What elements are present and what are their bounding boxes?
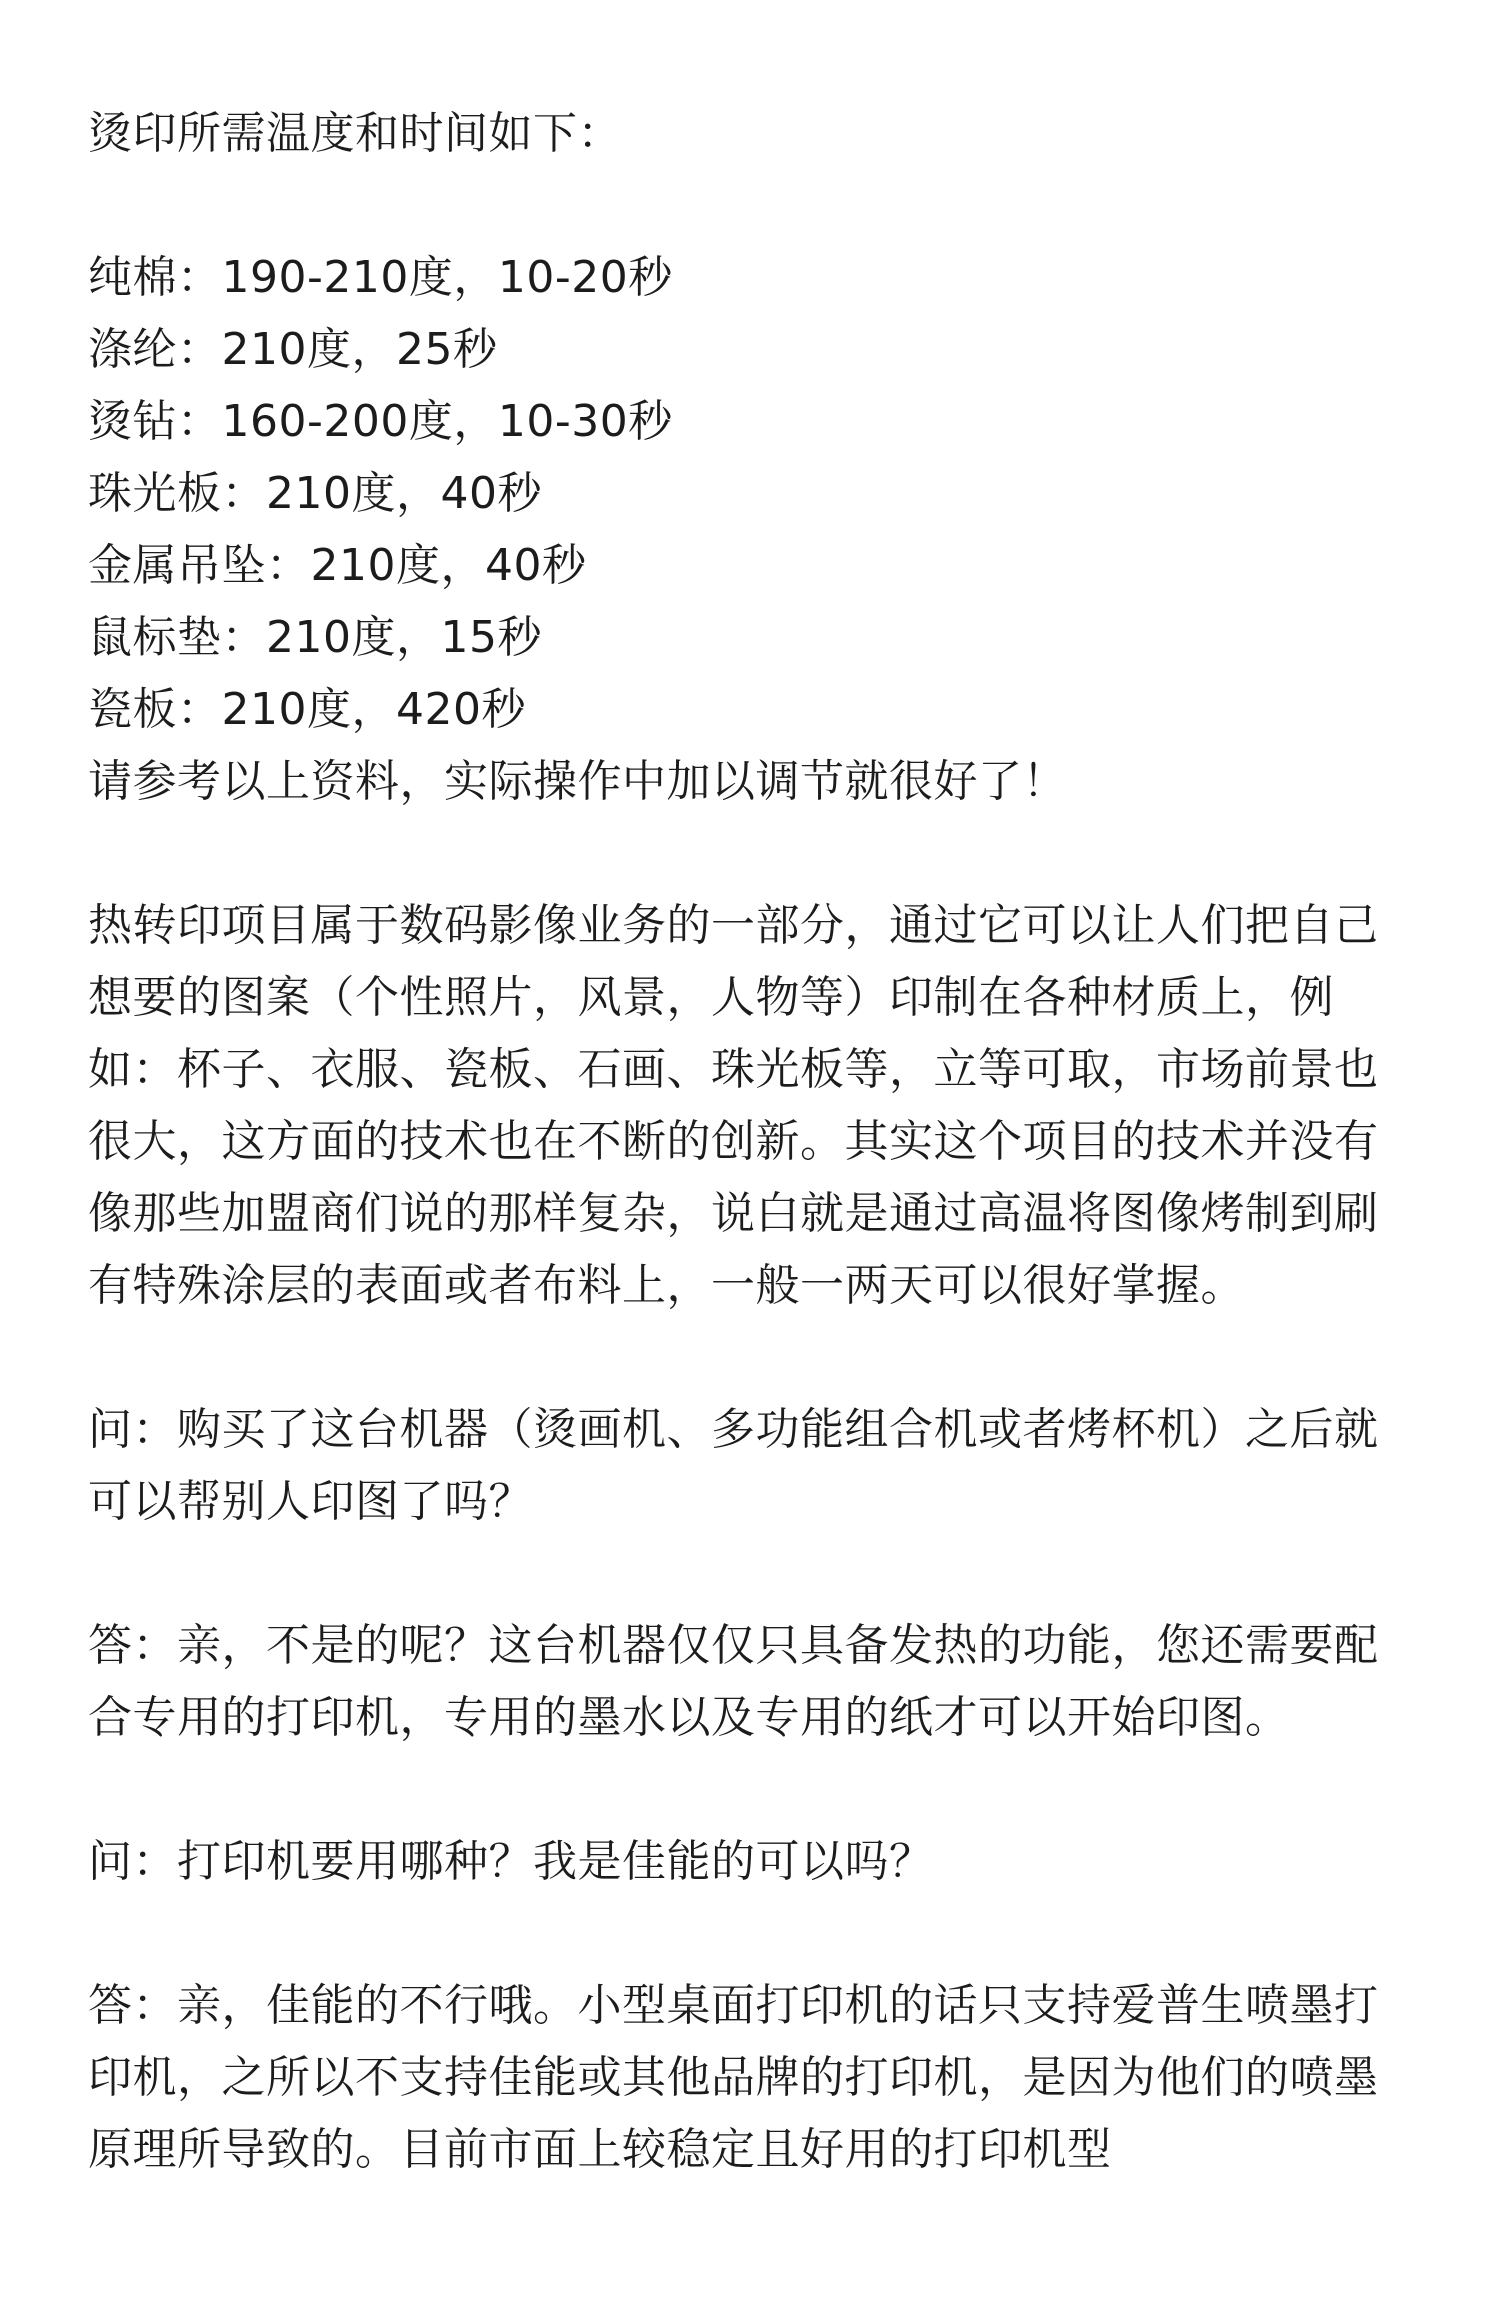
spacer — [88, 1538, 1418, 1610]
temperature-time-list — [88, 242, 1418, 746]
document-body — [88, 98, 1418, 2186]
spacer — [88, 1754, 1418, 1826]
qa-question: 问：打印机要用哪种？我是佳能的可以吗？ — [88, 1836, 934, 1887]
spec-item: 烫钻：160-200度，10-30秒 — [88, 396, 673, 447]
spec-item: 纯棉：190-210度，10-20秒 — [88, 252, 673, 303]
reference-note: 请参考以上资料，实际操作中加以调节就很好了！ — [88, 756, 1067, 807]
spacer — [88, 1898, 1418, 1970]
intro-paragraph: 热转印项目属于数码影像业务的一部分，通过它可以让人们把自己想要的图案（个性照片，风景，人物等）印制在各种材质上，例如：杯子、衣服、瓷板、石画、珠光板等，立等可取，市场前景也很大，这方面的技术也在不断的创新。其实这个项目的技术并没有像那些加盟商们说的那样复杂，说白就是通过高温将图像烤制到刷有特殊涂层的表面或者布料上，一般一两天可以很好掌握。 — [88, 900, 1379, 1311]
spacer — [88, 818, 1418, 890]
spec-item: 金属吊坠：210度，40秒 — [88, 540, 587, 591]
spec-item: 鼠标垫：210度，15秒 — [88, 612, 542, 663]
spacer — [88, 1322, 1418, 1394]
spec-item: 涤纶：210度，25秒 — [88, 324, 498, 375]
spacer — [88, 170, 1418, 242]
qa-answer: 答：亲，不是的呢？这台机器仅仅只具备发热的功能，您还需要配合专用的打印机，专用的墨水以及专用的纸才可以开始印图。 — [88, 1620, 1379, 1743]
intro-heading: 烫印所需温度和时间如下： — [88, 108, 622, 159]
spec-item: 瓷板：210度，420秒 — [88, 684, 526, 735]
spec-item: 珠光板：210度，40秒 — [88, 468, 542, 519]
qa-question: 问：购买了这台机器（烫画机、多功能组合机或者烤杯机）之后就可以帮别人印图了吗？ — [88, 1404, 1379, 1527]
qa-answer: 答：亲，佳能的不行哦。小型桌面打印机的话只支持爱普生喷墨打印机，之所以不支持佳能或其他品牌的打印机，是因为他们的喷墨原理所导致的。目前市面上较稳定且好用的打印机型 — [88, 1980, 1379, 2175]
